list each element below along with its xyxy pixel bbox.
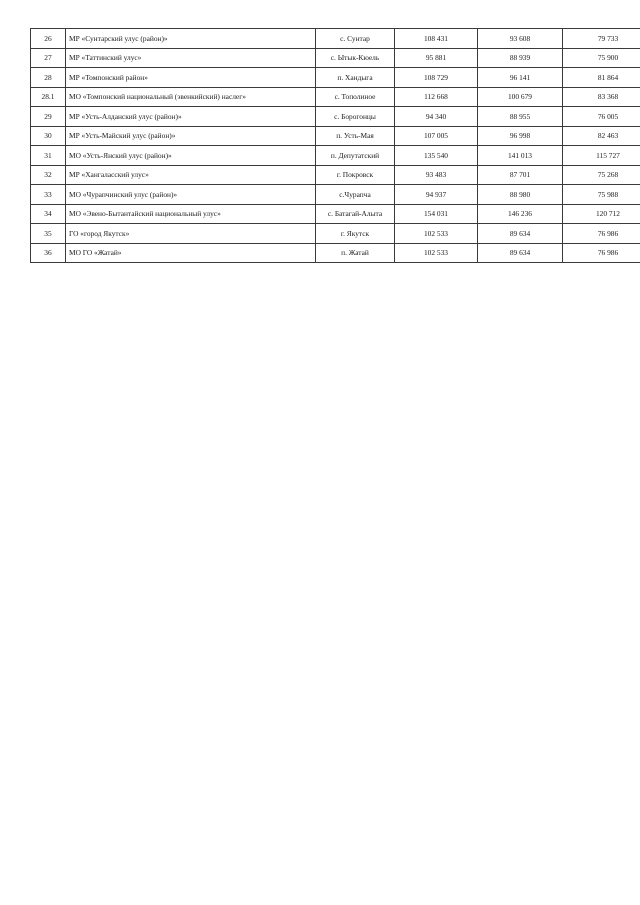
value-2-cell bbox=[478, 204, 563, 224]
municipality-name-cell bbox=[66, 87, 316, 107]
value-3-cell bbox=[563, 185, 640, 205]
value-3-cell-text: 75 268 bbox=[597, 170, 619, 180]
municipality-name-cell-text: МР «Усть-Майский улус (район)» bbox=[69, 131, 176, 141]
value-1-cell-text: 94 340 bbox=[425, 111, 447, 121]
value-2-cell bbox=[478, 224, 563, 244]
value-3-cell bbox=[563, 87, 640, 107]
value-3-cell-text: 120 712 bbox=[595, 209, 621, 219]
row-number-cell bbox=[31, 29, 66, 49]
municipality-name-cell bbox=[66, 126, 316, 146]
value-1-cell-text: 94 937 bbox=[425, 189, 447, 199]
row-number-cell-text: 34 bbox=[44, 209, 52, 219]
value-1-cell-text: 108 431 bbox=[423, 33, 449, 43]
value-3-cell bbox=[563, 204, 640, 224]
municipality-name-cell-text: МР «Усть-Алданский улус (район)» bbox=[69, 111, 182, 121]
value-3-cell-text: 76 986 bbox=[597, 248, 619, 258]
settlement-cell-text: с. Борогонцы bbox=[334, 111, 376, 121]
value-2-cell-text: 88 939 bbox=[509, 53, 531, 63]
value-1-cell bbox=[395, 68, 478, 88]
row-number-cell-text: 35 bbox=[44, 228, 52, 238]
table-row bbox=[31, 68, 640, 88]
value-3-cell-text: 76 005 bbox=[597, 111, 619, 121]
row-number-cell-text: 29 bbox=[44, 111, 52, 121]
value-3-cell-text: 76 986 bbox=[597, 228, 619, 238]
value-1-cell-text: 112 668 bbox=[424, 92, 448, 102]
settlement-cell-text: с. Тополиное bbox=[334, 92, 376, 102]
row-number-cell bbox=[31, 68, 66, 88]
value-3-cell-text: 82 463 bbox=[597, 131, 619, 141]
value-2-cell-text: 88 980 bbox=[509, 189, 531, 199]
value-1-cell bbox=[395, 107, 478, 127]
table-row bbox=[31, 29, 640, 49]
municipality-name-cell bbox=[66, 185, 316, 205]
settlement-cell-text: с. Сунтар bbox=[340, 33, 370, 43]
table-row bbox=[31, 185, 640, 205]
value-3-cell bbox=[563, 146, 640, 166]
row-number-cell bbox=[31, 87, 66, 107]
settlement-cell-text: п. Депутатский bbox=[330, 150, 380, 160]
value-3-cell bbox=[563, 68, 640, 88]
value-3-cell-text: 83 368 bbox=[597, 92, 619, 102]
row-number-cell bbox=[31, 48, 66, 68]
settlement-cell-text: с. Батагай-Алыта bbox=[327, 209, 383, 219]
settlement-cell bbox=[316, 243, 395, 263]
table-row bbox=[31, 204, 640, 224]
municipality-name-cell-text: МР «Хангаласский улус» bbox=[69, 170, 149, 180]
municipality-name-cell bbox=[66, 224, 316, 244]
row-number-cell-text: 26 bbox=[44, 33, 52, 43]
settlement-cell bbox=[316, 126, 395, 146]
value-1-cell bbox=[395, 165, 478, 185]
municipality-name-cell-text: МР «Томпонский район» bbox=[69, 72, 148, 82]
value-2-cell bbox=[478, 68, 563, 88]
value-1-cell bbox=[395, 224, 478, 244]
municipality-name-cell bbox=[66, 107, 316, 127]
value-2-cell-text: 89 634 bbox=[509, 248, 531, 258]
row-number-cell-text: 33 bbox=[44, 189, 52, 199]
row-number-cell-text: 36 bbox=[44, 248, 52, 258]
value-1-cell bbox=[395, 146, 478, 166]
row-number-cell-text: 31 bbox=[44, 150, 52, 160]
value-2-cell bbox=[478, 29, 563, 49]
table-row bbox=[31, 146, 640, 166]
settlement-cell-text: п. Усть-Мая bbox=[336, 131, 374, 141]
value-3-cell-text: 115 727 bbox=[596, 150, 620, 160]
municipality-name-cell-text: МР «Сунтарский улус (район)» bbox=[69, 33, 168, 43]
settlement-cell bbox=[316, 224, 395, 244]
value-1-cell bbox=[395, 87, 478, 107]
value-1-cell-text: 107 005 bbox=[423, 131, 449, 141]
value-3-cell bbox=[563, 224, 640, 244]
municipality-name-cell bbox=[66, 68, 316, 88]
settlement-cell bbox=[316, 146, 395, 166]
row-number-cell bbox=[31, 126, 66, 146]
value-2-cell bbox=[478, 165, 563, 185]
value-2-cell-text: 146 236 bbox=[507, 209, 533, 219]
table-row bbox=[31, 48, 640, 68]
value-3-cell bbox=[563, 243, 640, 263]
value-3-cell bbox=[563, 165, 640, 185]
table-row bbox=[31, 126, 640, 146]
value-3-cell-text: 79 733 bbox=[597, 33, 619, 43]
value-2-cell-text: 87 701 bbox=[509, 170, 531, 180]
value-1-cell-text: 93 483 bbox=[425, 170, 447, 180]
value-2-cell-text: 96 141 bbox=[509, 72, 531, 82]
data-table bbox=[30, 28, 640, 263]
value-2-cell bbox=[478, 87, 563, 107]
row-number-cell bbox=[31, 224, 66, 244]
value-1-cell-text: 102 533 bbox=[423, 248, 449, 258]
value-1-cell-text: 95 881 bbox=[425, 53, 447, 63]
value-3-cell-text: 75 900 bbox=[597, 53, 619, 63]
table-row bbox=[31, 165, 640, 185]
value-3-cell-text: 81 864 bbox=[597, 72, 619, 82]
value-2-cell bbox=[478, 48, 563, 68]
settlement-cell-text: с.Чурапча bbox=[339, 189, 371, 199]
municipality-name-cell-text: МО «Эвено-Бытантайский национальный улус» bbox=[69, 209, 221, 219]
value-1-cell bbox=[395, 29, 478, 49]
settlement-cell bbox=[316, 87, 395, 107]
value-2-cell-text: 88 955 bbox=[509, 111, 531, 121]
settlement-cell bbox=[316, 165, 395, 185]
settlement-cell bbox=[316, 48, 395, 68]
value-2-cell bbox=[478, 126, 563, 146]
row-number-cell bbox=[31, 107, 66, 127]
value-2-cell-text: 89 634 bbox=[509, 228, 531, 238]
municipality-name-cell bbox=[66, 29, 316, 49]
municipality-name-cell bbox=[66, 243, 316, 263]
value-1-cell bbox=[395, 48, 478, 68]
row-number-cell bbox=[31, 165, 66, 185]
row-number-cell-text: 28 bbox=[44, 72, 52, 82]
value-3-cell bbox=[563, 48, 640, 68]
row-number-cell-text: 28.1 bbox=[41, 92, 55, 102]
value-1-cell-text: 135 540 bbox=[423, 150, 449, 160]
row-number-cell-text: 32 bbox=[44, 170, 52, 180]
municipality-name-cell bbox=[66, 165, 316, 185]
value-1-cell bbox=[395, 185, 478, 205]
value-2-cell bbox=[478, 146, 563, 166]
row-number-cell-text: 30 bbox=[44, 131, 52, 141]
value-3-cell-text: 75 988 bbox=[597, 189, 619, 199]
settlement-cell-text: п. Жатай bbox=[341, 248, 369, 258]
table-row bbox=[31, 107, 640, 127]
municipality-name-cell bbox=[66, 48, 316, 68]
value-2-cell-text: 141 013 bbox=[507, 150, 533, 160]
value-1-cell bbox=[395, 204, 478, 224]
settlement-cell bbox=[316, 185, 395, 205]
settlement-cell bbox=[316, 204, 395, 224]
settlement-cell-text: с. Ытык-Кюель bbox=[330, 53, 380, 63]
municipality-name-cell-text: ГО «город Якутск» bbox=[69, 228, 130, 238]
value-1-cell bbox=[395, 126, 478, 146]
value-2-cell bbox=[478, 185, 563, 205]
table-row bbox=[31, 224, 640, 244]
settlement-cell bbox=[316, 29, 395, 49]
row-number-cell-text: 27 bbox=[44, 53, 52, 63]
settlement-cell-text: г. Покровск bbox=[336, 170, 374, 180]
municipality-name-cell-text: МО «Томпонский национальный (эвенкийский) наслег» bbox=[69, 92, 246, 102]
row-number-cell bbox=[31, 243, 66, 263]
row-number-cell bbox=[31, 204, 66, 224]
value-3-cell bbox=[563, 126, 640, 146]
municipality-name-cell-text: МО «Чурапчинский улус (район)» bbox=[69, 189, 178, 199]
settlement-cell bbox=[316, 68, 395, 88]
value-2-cell-text: 96 998 bbox=[509, 131, 531, 141]
settlement-cell bbox=[316, 107, 395, 127]
municipality-name-cell bbox=[66, 204, 316, 224]
table-row bbox=[31, 243, 640, 263]
value-1-cell bbox=[395, 243, 478, 263]
row-number-cell bbox=[31, 146, 66, 166]
value-2-cell-text: 93 608 bbox=[509, 33, 531, 43]
value-2-cell bbox=[478, 243, 563, 263]
municipality-name-cell-text: МО «Усть-Янский улус (район)» bbox=[69, 150, 172, 160]
value-1-cell-text: 102 533 bbox=[423, 228, 449, 238]
value-3-cell bbox=[563, 29, 640, 49]
row-number-cell bbox=[31, 185, 66, 205]
table-row bbox=[31, 87, 640, 107]
value-2-cell-text: 100 679 bbox=[507, 92, 533, 102]
value-1-cell-text: 154 031 bbox=[423, 209, 449, 219]
settlement-cell-text: г. Якутск bbox=[340, 228, 370, 238]
value-2-cell bbox=[478, 107, 563, 127]
municipality-name-cell-text: МО ГО «Жатай» bbox=[69, 248, 122, 258]
value-1-cell-text: 108 729 bbox=[423, 72, 449, 82]
settlement-cell-text: п. Хандыга bbox=[337, 72, 373, 82]
table-body bbox=[31, 29, 640, 263]
municipality-name-cell-text: МР «Таттинский улус» bbox=[69, 53, 142, 63]
municipality-name-cell bbox=[66, 146, 316, 166]
value-3-cell bbox=[563, 107, 640, 127]
